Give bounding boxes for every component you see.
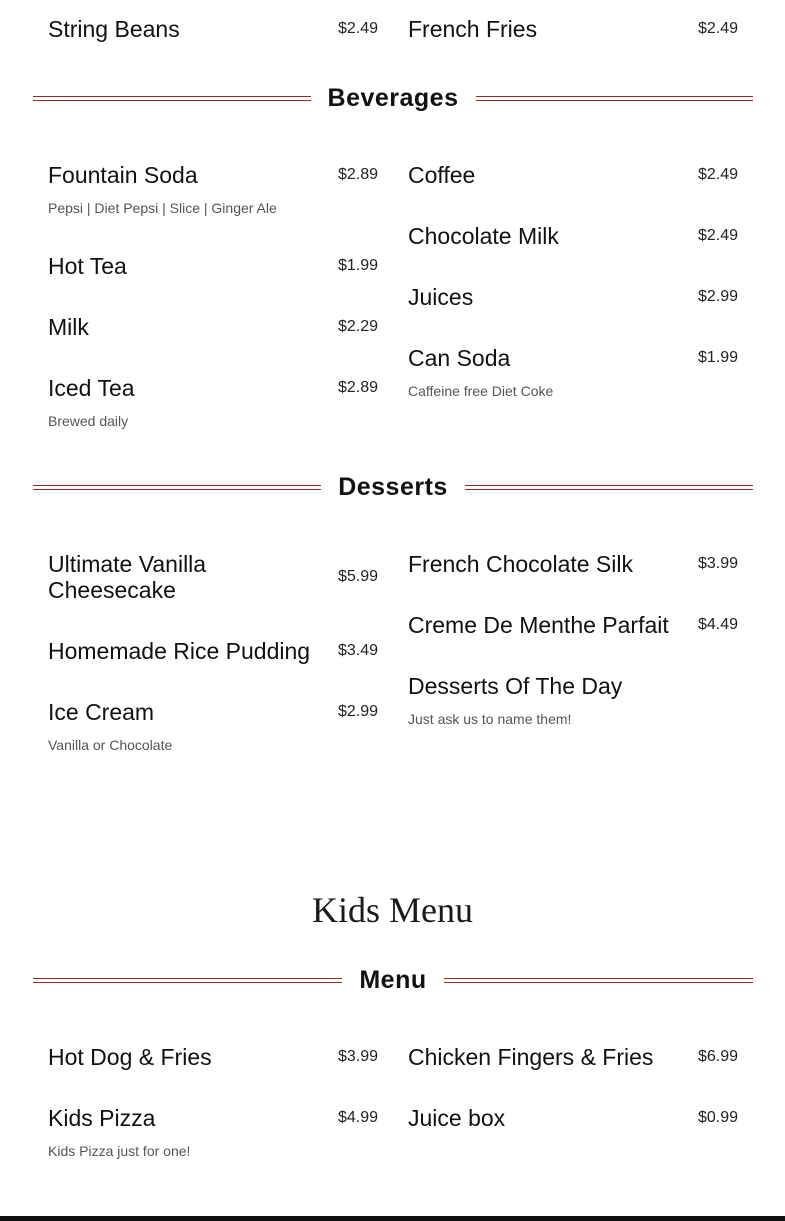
menu-item-name: Hot Tea [48,253,127,279]
menu-item-price: $2.49 [697,166,738,183]
menu-item-name: Hot Dog & Fries [48,1044,212,1070]
menu-item-name: Juice box [408,1105,506,1131]
menu-item-description: Brewed daily [48,413,129,429]
page-title: Kids Menu [312,890,473,930]
section-title: Beverages [327,83,459,112]
menu-item-name: Juices [408,284,474,310]
menu-item-description: Caffeine free Diet Coke [408,383,554,399]
menu-item-description: Kids Pizza just for one! [48,1143,191,1159]
divider-line [33,978,342,983]
menu-item-name: Ice Cream [48,699,155,725]
menu-item-name: French Fries [408,16,538,42]
section-title: Desserts [338,472,448,501]
menu-item-price: $3.49 [337,642,378,659]
menu-item-price: $6.99 [697,1048,738,1065]
menu-item-price: $2.99 [337,703,378,720]
menu-item-price: $2.89 [337,379,378,396]
menu-item-price: $2.99 [697,288,738,305]
menu-item-price: $5.99 [337,568,378,585]
menu-item-description: Just ask us to name them! [408,711,572,727]
divider-line [476,96,754,101]
footer-bar [0,1216,785,1221]
section-header-desserts [33,472,753,502]
menu-item-name: Iced Tea [48,375,135,401]
section-header-menu [33,965,753,995]
menu-item-description: Vanilla or Chocolate [48,737,173,753]
menu-item-price: $2.29 [337,318,378,335]
menu-item-name: Desserts Of The Day [408,673,623,699]
section-title: Menu [359,965,427,994]
menu-item-name: Kids Pizza [48,1105,156,1131]
menu-item-name: Coffee [408,162,476,188]
menu-item-price: $2.49 [697,227,738,244]
menu-item-price: $1.99 [337,257,378,274]
menu-item-price: $1.99 [697,349,738,366]
menu-item-price: $4.49 [697,616,738,633]
menu-item-name: Creme De Menthe Parfait [408,612,669,638]
menu-item-price: $2.49 [337,20,378,37]
divider-line [465,485,753,490]
menu-item-name: Can Soda [408,345,511,371]
menu-item-price: $2.89 [337,166,378,183]
menu-item-price: $3.99 [697,555,738,572]
menu-item-price: $4.99 [337,1109,378,1126]
menu-item-name: Milk [48,314,89,340]
menu-item-name: French Chocolate Silk [408,551,633,577]
divider-line [444,978,753,983]
menu-item-name: Chocolate Milk [408,223,559,249]
menu-item-name: String Beans [48,16,180,42]
divider-line [33,485,321,490]
menu-item-name: Ultimate Vanilla Cheesecake [48,551,207,603]
menu-item-price: $3.99 [337,1048,378,1065]
menu-item-price: $2.49 [697,20,738,37]
menu-item-price: $0.99 [697,1109,738,1126]
menu-item-name: Chicken Fingers & Fries [408,1044,654,1070]
section-header-beverages [33,83,753,113]
menu-item-name: Homemade Rice Pudding [48,638,311,664]
menu-item-description: Pepsi | Diet Pepsi | Slice | Ginger Ale [48,200,277,216]
menu-item-name: Fountain Soda [48,162,198,188]
divider-line [33,96,311,101]
